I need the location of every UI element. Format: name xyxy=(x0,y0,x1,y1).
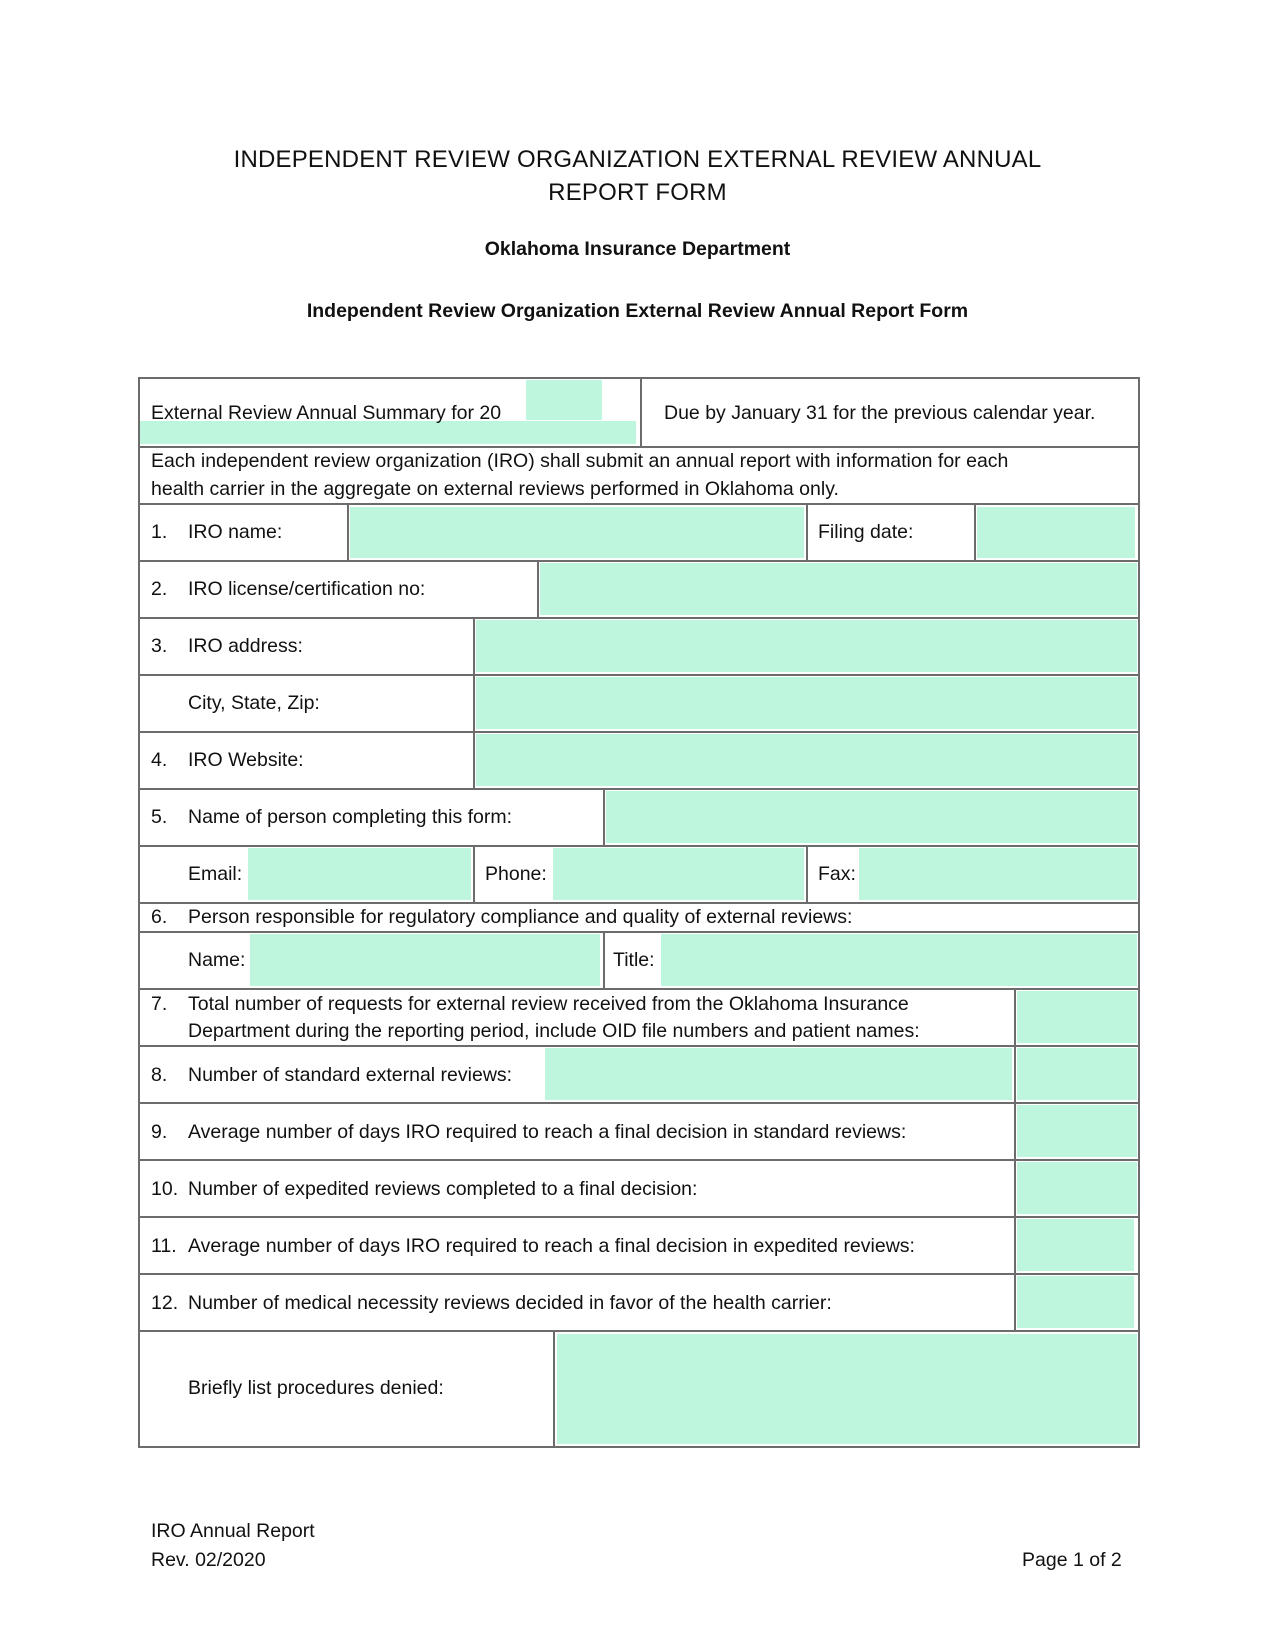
item-number: 11. xyxy=(151,1235,177,1257)
email-label: Email: xyxy=(188,863,243,885)
license-field[interactable] xyxy=(540,563,1137,615)
avg-days-standard-label: Average number of days IRO required to reach a final decision in standard reviews: xyxy=(188,1121,907,1143)
table-rule xyxy=(138,788,1140,790)
table-rule xyxy=(1014,988,1016,1331)
responsible-name-field[interactable] xyxy=(250,934,600,986)
standard-reviews-count-field[interactable] xyxy=(1017,1048,1137,1100)
responsible-name-label: Name: xyxy=(188,949,246,971)
item-number: 2. xyxy=(151,578,168,600)
responsible-person-label: Person responsible for regulatory compliance and quality of external reviews: xyxy=(188,906,853,928)
instructions-line1: Each independent review organization (IRO) shall submit an annual report with information for each xyxy=(151,450,1009,472)
email-field[interactable] xyxy=(248,848,471,900)
city-state-zip-field[interactable] xyxy=(476,677,1137,729)
table-rule xyxy=(138,503,1140,505)
avg-days-expedited-label: Average number of days IRO required to reach a final decision in expedited reviews: xyxy=(188,1235,915,1257)
table-rule xyxy=(473,617,475,789)
summary-year-field[interactable] xyxy=(526,380,602,420)
footer-report-name: IRO Annual Report xyxy=(151,1520,315,1542)
table-rule xyxy=(138,731,1140,733)
procedures-denied-field[interactable] xyxy=(557,1334,1137,1444)
table-rule xyxy=(138,1159,1140,1161)
form-title-line1: INDEPENDENT REVIEW ORGANIZATION EXTERNAL REVIEW ANNUAL xyxy=(233,146,1042,173)
table-rule xyxy=(537,560,539,618)
table-rule xyxy=(553,1330,555,1447)
table-rule xyxy=(138,1216,1140,1218)
table-rule xyxy=(138,1045,1140,1047)
responsible-title-label: Title: xyxy=(613,949,655,971)
table-rule xyxy=(138,560,1140,562)
phone-label: Phone: xyxy=(485,863,547,885)
table-rule xyxy=(640,377,642,447)
city-state-zip-label: City, State, Zip: xyxy=(188,692,320,714)
item-number: 12. xyxy=(151,1292,179,1314)
form-subtitle: Independent Review Organization External Review Annual Report Form xyxy=(306,300,969,322)
instructions-line2: health carrier in the aggregate on external reviews performed in Oklahoma only. xyxy=(151,478,839,500)
iro-name-label: IRO name: xyxy=(188,521,283,543)
item-number: 8. xyxy=(151,1064,168,1086)
item-number: 1. xyxy=(151,521,168,543)
phone-field[interactable] xyxy=(553,848,804,900)
iro-name-field[interactable] xyxy=(350,507,804,558)
total-requests-label-line2: Department during the reporting period, include OID file numbers and patient names: xyxy=(188,1020,920,1042)
form-title-line2: REPORT FORM xyxy=(548,179,727,206)
total-requests-label-line1: Total number of requests for external review received from the Oklahoma Insurance xyxy=(188,993,909,1015)
table-rule xyxy=(1138,377,1140,1448)
person-completing-label: Name of person completing this form: xyxy=(188,806,513,828)
table-rule xyxy=(138,377,140,1448)
table-rule xyxy=(347,503,349,561)
person-completing-field[interactable] xyxy=(606,791,1137,843)
standard-reviews-label: Number of standard external reviews: xyxy=(188,1064,513,1086)
department-name: Oklahoma Insurance Department xyxy=(484,238,791,260)
website-label: IRO Website: xyxy=(188,749,304,771)
table-rule xyxy=(806,845,808,903)
medical-necessity-field[interactable] xyxy=(1017,1276,1134,1328)
table-rule xyxy=(138,1102,1140,1104)
table-rule xyxy=(138,674,1140,676)
table-rule xyxy=(806,503,808,561)
item-number: 3. xyxy=(151,635,168,657)
table-rule xyxy=(603,788,605,846)
table-rule xyxy=(138,845,1140,847)
filing-date-label: Filing date: xyxy=(818,521,914,543)
fax-field[interactable] xyxy=(859,848,1137,900)
table-rule xyxy=(138,1273,1140,1275)
summary-label: External Review Annual Summary for 20 xyxy=(151,402,502,424)
total-requests-field[interactable] xyxy=(1017,991,1137,1043)
avg-days-standard-field[interactable] xyxy=(1017,1105,1137,1157)
table-rule xyxy=(138,988,1140,990)
item-number: 9. xyxy=(151,1121,168,1143)
due-date-note: Due by January 31 for the previous calendar year. xyxy=(664,402,1096,424)
medical-necessity-label: Number of medical necessity reviews decided in favor of the health carrier: xyxy=(188,1292,832,1314)
table-rule xyxy=(138,377,1140,379)
table-rule xyxy=(603,931,605,989)
table-rule xyxy=(138,617,1140,619)
expedited-reviews-label: Number of expedited reviews completed to a final decision: xyxy=(188,1178,698,1200)
expedited-reviews-field[interactable] xyxy=(1017,1162,1137,1214)
filing-date-field[interactable] xyxy=(977,507,1135,558)
page-number: Page 1 of 2 xyxy=(1022,1549,1122,1571)
table-rule xyxy=(138,1446,1140,1448)
item-number: 7. xyxy=(151,993,168,1015)
standard-reviews-detail-field[interactable] xyxy=(545,1048,1012,1100)
item-number: 5. xyxy=(151,806,168,828)
address-label: IRO address: xyxy=(188,635,303,657)
item-number: 6. xyxy=(151,906,168,928)
avg-days-expedited-field[interactable] xyxy=(1017,1219,1134,1271)
table-rule xyxy=(138,931,1140,933)
license-label: IRO license/certification no: xyxy=(188,578,426,600)
table-rule xyxy=(473,845,475,903)
table-rule xyxy=(974,503,976,561)
address-field[interactable] xyxy=(476,620,1137,672)
item-number: 10. xyxy=(151,1178,179,1200)
responsible-title-field[interactable] xyxy=(661,934,1137,986)
footer-revision: Rev. 02/2020 xyxy=(151,1549,266,1571)
website-field[interactable] xyxy=(476,734,1137,786)
item-number: 4. xyxy=(151,749,168,771)
fax-label: Fax: xyxy=(818,863,856,885)
procedures-denied-label: Briefly list procedures denied: xyxy=(188,1377,444,1399)
table-rule xyxy=(138,1330,1140,1332)
